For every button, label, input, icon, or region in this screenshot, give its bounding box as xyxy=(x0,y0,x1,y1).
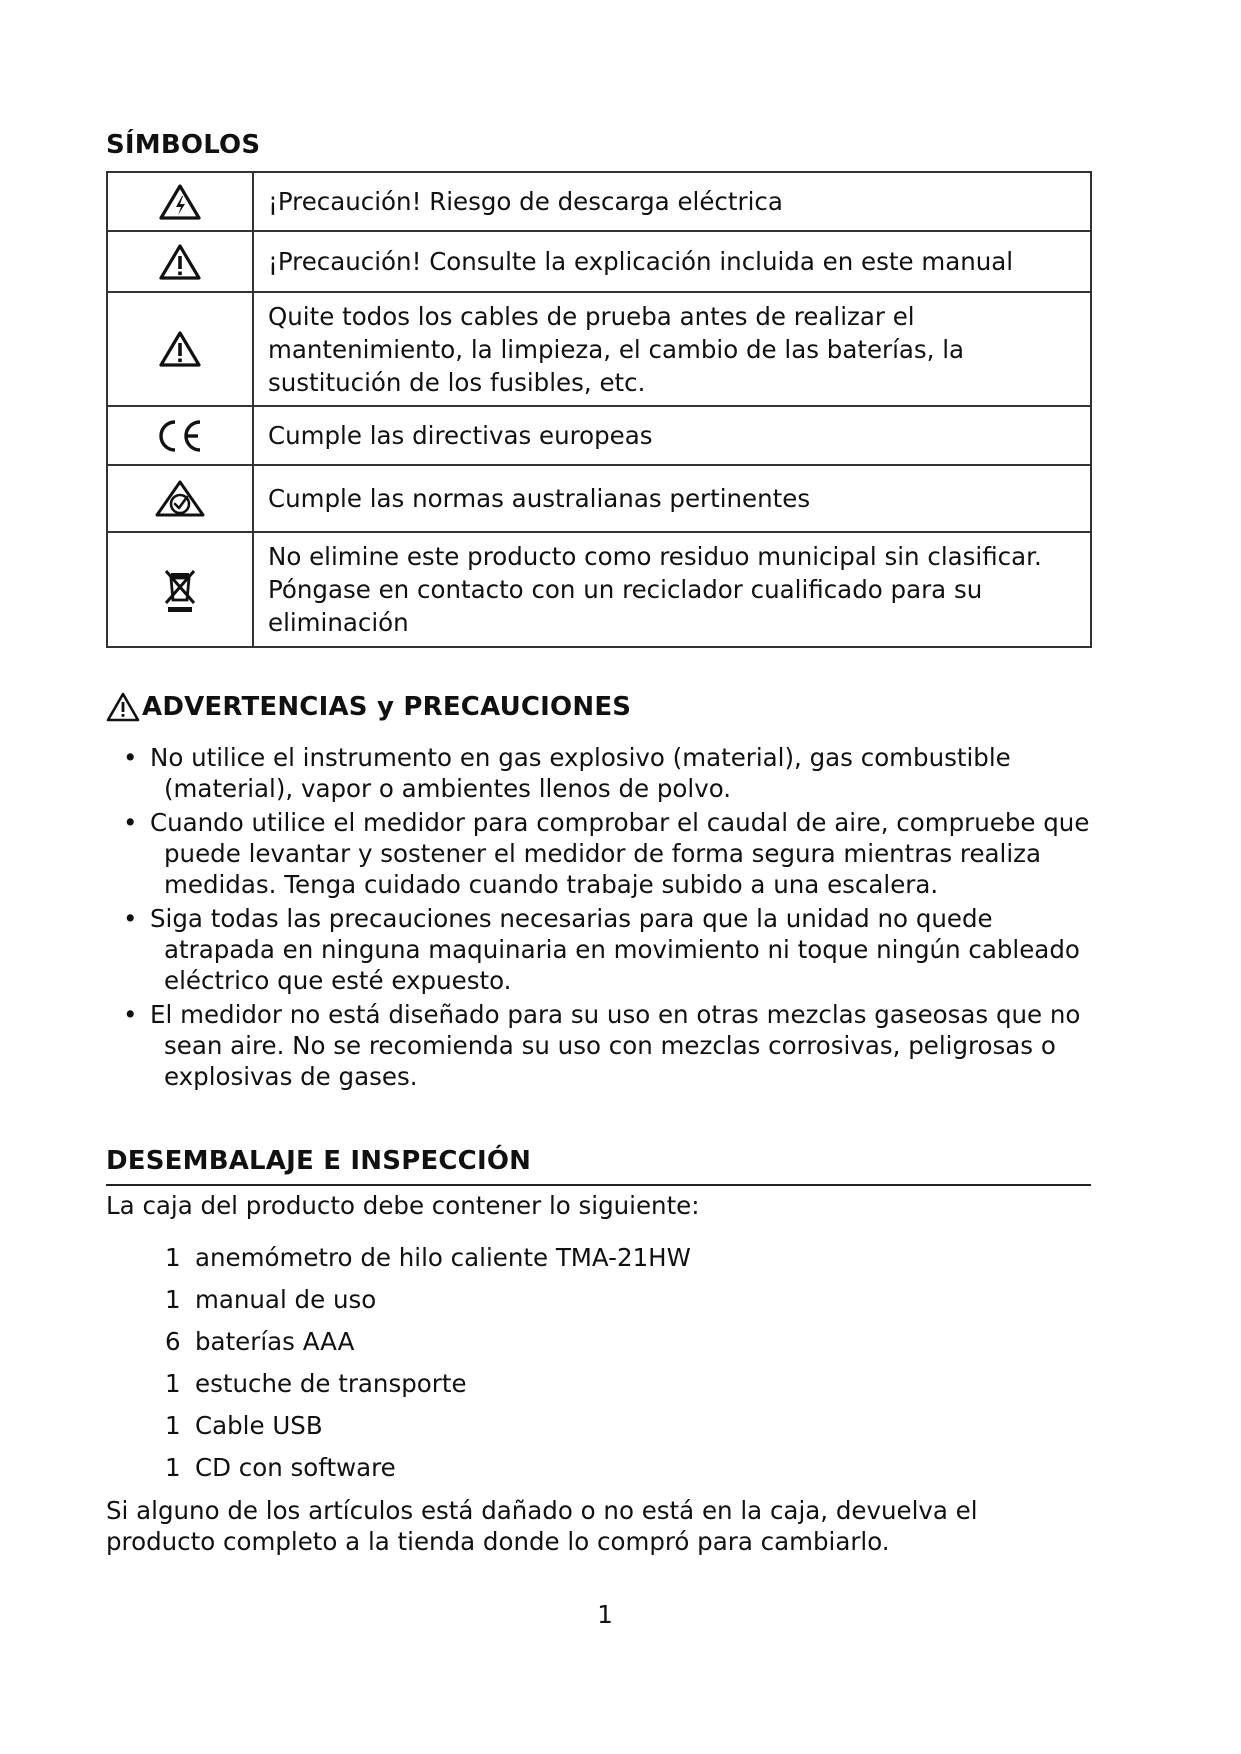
symbol-row xyxy=(107,406,1091,465)
caution-icon xyxy=(158,330,202,368)
caution-icon xyxy=(106,692,140,722)
symbol-description: ¡Precaución! Consulte la explicación incluida en este manual xyxy=(253,231,1091,292)
list-item: • El medidor no está diseñado para su uso en otras mezclas gaseosas que no sean aire. No se recomienda su uso con mezclas corrosivas, peligrosas o explosivas de gases. xyxy=(120,999,1100,1092)
list-item xyxy=(165,1404,691,1446)
item-description: manual de uso xyxy=(195,1284,377,1314)
symbol-description: ¡Precaución! Riesgo de descarga eléctrica xyxy=(253,172,1091,231)
symbol-description: Cumple las normas australianas pertinentes xyxy=(253,465,1091,532)
warnings-heading-text: ADVERTENCIAS y PRECAUCIONES xyxy=(142,692,632,722)
symbol-row xyxy=(107,231,1091,292)
item-quantity: 6 xyxy=(165,1326,181,1356)
item-quantity: 1 xyxy=(165,1242,181,1272)
unpacking-intro: La caja del producto debe contener lo siguiente: xyxy=(106,1191,700,1220)
unpacking-heading: DESEMBALAJE E INSPECCIÓN xyxy=(106,1146,1091,1186)
item-description: estuche de transporte xyxy=(195,1368,467,1398)
item-quantity: 1 xyxy=(165,1284,181,1314)
page-number: 1 xyxy=(597,1600,613,1629)
ce-mark-icon xyxy=(154,417,206,455)
list-item: • Siga todas las precauciones necesarias para que la unidad no quede atrapada en ninguna maquinaria en movimiento ni toque ningún cableado eléctrico que esté expuesto. xyxy=(120,903,1100,996)
item-quantity: 1 xyxy=(165,1368,181,1398)
rcm-mark-icon xyxy=(154,479,206,519)
item-quantity: 1 xyxy=(165,1452,181,1482)
contents-list xyxy=(165,1236,691,1488)
symbol-description: No elimine este producto como residuo municipal sin clasificar. Póngase en contacto con un reciclador cualificado para su eliminación xyxy=(253,532,1091,647)
symbol-description: Cumple las directivas europeas xyxy=(253,406,1091,465)
list-item xyxy=(165,1236,691,1278)
item-description: anemómetro de hilo caliente TMA-21HW xyxy=(195,1242,691,1272)
weee-crossed-bin-icon xyxy=(163,566,197,614)
symbol-row xyxy=(107,172,1091,231)
symbols-heading: SÍMBOLOS xyxy=(106,130,261,160)
symbol-description: Quite todos los cables de prueba antes de realizar el mantenimiento, la limpieza, el cambio de las baterías, la sustitución de los fusibles, etc. xyxy=(253,292,1091,406)
list-item: • No utilice el instrumento en gas explosivo (material), gas combustible (material), vapor o ambientes llenos de polvo. xyxy=(120,742,1100,804)
list-item xyxy=(165,1278,691,1320)
symbol-row xyxy=(107,292,1091,406)
warnings-heading xyxy=(106,692,631,722)
symbol-row xyxy=(107,465,1091,532)
list-item xyxy=(165,1320,691,1362)
symbols-table xyxy=(106,171,1092,648)
item-description: Cable USB xyxy=(195,1410,323,1440)
warnings-list xyxy=(120,742,1100,1095)
item-description: baterías AAA xyxy=(195,1326,355,1356)
symbol-row xyxy=(107,532,1091,647)
list-item: • Cuando utilice el medidor para comprobar el caudal de aire, compruebe que puede levantar y sostener el medidor de forma segura mientras realiza medidas. Tenga cuidado cuando trabaje subido a una escalera. xyxy=(120,807,1100,900)
list-item xyxy=(165,1446,691,1488)
electric-shock-warning-icon xyxy=(158,183,202,221)
closing-note: Si alguno de los artículos está dañado o no está en la caja, devuelva el producto completo a la tienda donde lo compró para cambiarlo. xyxy=(106,1496,978,1556)
item-quantity: 1 xyxy=(165,1410,181,1440)
list-item xyxy=(165,1362,691,1404)
caution-icon xyxy=(158,243,202,281)
item-description: CD con software xyxy=(195,1452,396,1482)
